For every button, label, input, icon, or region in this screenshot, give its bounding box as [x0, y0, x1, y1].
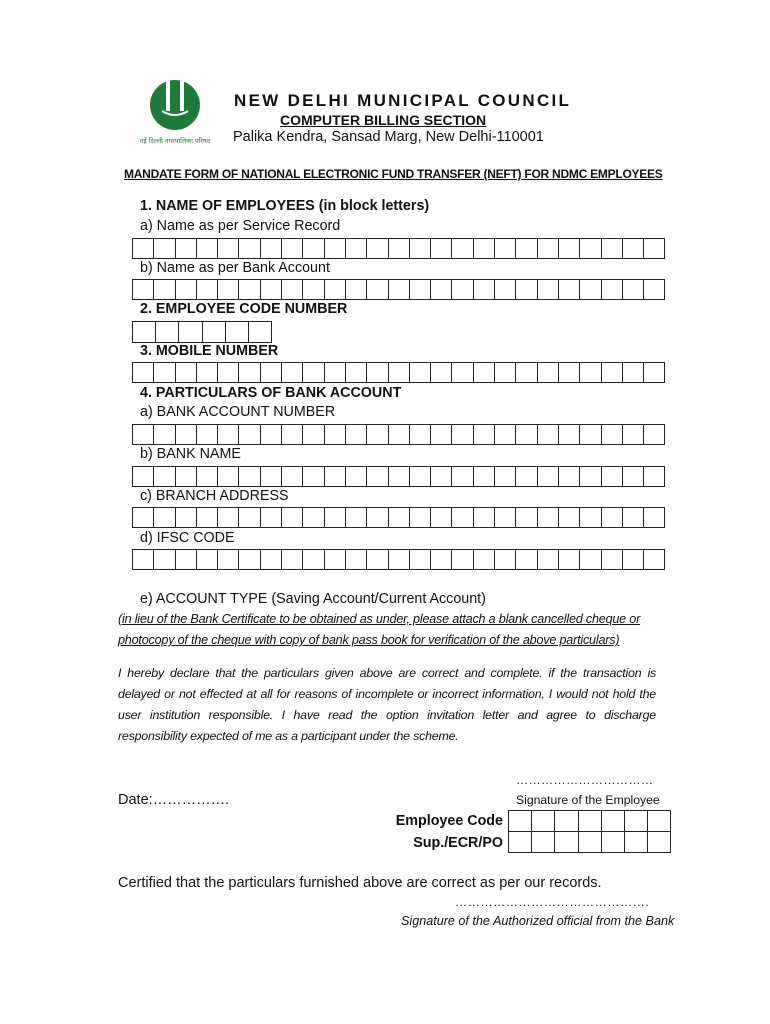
- input-box[interactable]: [197, 362, 218, 383]
- input-box[interactable]: [516, 279, 537, 300]
- input-box[interactable]: [282, 238, 303, 259]
- input-box[interactable]: [431, 466, 452, 487]
- org-address: Palika Kendra, Sansad Marg, New Delhi-110001: [233, 129, 544, 145]
- input-box[interactable]: [602, 466, 623, 487]
- input-box[interactable]: [325, 362, 346, 383]
- input-box[interactable]: [367, 362, 388, 383]
- input-box[interactable]: [580, 279, 601, 300]
- input-box[interactable]: [239, 507, 260, 528]
- input-box[interactable]: [474, 549, 495, 570]
- input-box[interactable]: [367, 507, 388, 528]
- input-box[interactable]: [602, 507, 623, 528]
- section-4-title: 4. PARTICULARS OF BANK ACCOUNT: [140, 385, 402, 401]
- sup-ecr-po-boxes[interactable]: [508, 831, 671, 853]
- input-box[interactable]: [532, 831, 555, 853]
- input-box[interactable]: [559, 362, 580, 383]
- input-box[interactable]: [218, 466, 239, 487]
- input-box[interactable]: [197, 466, 218, 487]
- input-box[interactable]: [495, 424, 516, 445]
- input-box[interactable]: [623, 238, 644, 259]
- input-box[interactable]: [282, 549, 303, 570]
- employee-code-signoff-boxes[interactable]: [508, 810, 671, 832]
- input-box[interactable]: [303, 466, 324, 487]
- input-box[interactable]: [367, 466, 388, 487]
- input-box[interactable]: [197, 238, 218, 259]
- account-type-label: e) ACCOUNT TYPE (Saving Account/Current Account): [140, 591, 486, 607]
- input-box[interactable]: [282, 362, 303, 383]
- input-box[interactable]: [226, 321, 249, 343]
- input-box[interactable]: [495, 507, 516, 528]
- input-box[interactable]: [516, 362, 537, 383]
- input-box[interactable]: [133, 466, 154, 487]
- input-box[interactable]: [325, 279, 346, 300]
- input-box[interactable]: [389, 279, 410, 300]
- input-box[interactable]: [602, 238, 623, 259]
- input-box[interactable]: [623, 507, 644, 528]
- input-box[interactable]: [389, 549, 410, 570]
- input-box[interactable]: [176, 362, 197, 383]
- input-box[interactable]: [282, 279, 303, 300]
- input-box[interactable]: [516, 238, 537, 259]
- input-box[interactable]: [580, 424, 601, 445]
- input-box[interactable]: [538, 466, 559, 487]
- input-box[interactable]: [346, 507, 367, 528]
- input-box[interactable]: [431, 362, 452, 383]
- input-box[interactable]: [579, 831, 602, 853]
- input-box[interactable]: [623, 549, 644, 570]
- input-box[interactable]: [516, 424, 537, 445]
- input-box[interactable]: [176, 507, 197, 528]
- input-box[interactable]: [602, 810, 625, 832]
- input-box[interactable]: [452, 238, 473, 259]
- input-box[interactable]: [559, 507, 580, 528]
- bank-account-name-label: b) Name as per Bank Account: [140, 260, 330, 276]
- input-box[interactable]: [133, 321, 156, 343]
- note-line-1: (in lieu of the Bank Certificate to be obtained as under, please attach a blank cancelled cheque or: [118, 612, 641, 626]
- input-box[interactable]: [410, 466, 431, 487]
- section-1-title: 1. NAME OF EMPLOYEES (in block letters): [140, 198, 430, 214]
- input-box[interactable]: [474, 279, 495, 300]
- input-box[interactable]: [346, 279, 367, 300]
- input-box[interactable]: [559, 279, 580, 300]
- input-box[interactable]: [410, 238, 431, 259]
- input-box[interactable]: [325, 238, 346, 259]
- input-box[interactable]: [410, 279, 431, 300]
- input-box[interactable]: [559, 424, 580, 445]
- input-box[interactable]: [516, 466, 537, 487]
- input-box[interactable]: [367, 424, 388, 445]
- logo-caption: नई दिल्ली नगरपालिका परिषद: [139, 137, 211, 145]
- input-box[interactable]: [176, 238, 197, 259]
- input-box[interactable]: [249, 321, 272, 343]
- input-box[interactable]: [133, 362, 154, 383]
- input-box[interactable]: [516, 507, 537, 528]
- employee-code-boxes[interactable]: [132, 321, 272, 343]
- input-box[interactable]: [625, 831, 648, 853]
- input-box[interactable]: [325, 424, 346, 445]
- input-box[interactable]: [389, 238, 410, 259]
- input-box[interactable]: [303, 549, 324, 570]
- ifsc-code-label: d) IFSC CODE: [140, 530, 235, 546]
- input-box[interactable]: [154, 362, 175, 383]
- certification-text: Certified that the particulars furnished above are correct as per our records.: [118, 875, 602, 891]
- input-box[interactable]: [452, 549, 473, 570]
- input-box[interactable]: [495, 549, 516, 570]
- input-box[interactable]: [580, 466, 601, 487]
- logo-abbrev: NDMC: [164, 122, 186, 129]
- input-box[interactable]: [367, 549, 388, 570]
- input-box[interactable]: [197, 279, 218, 300]
- service-record-name-boxes[interactable]: [132, 238, 665, 259]
- input-box[interactable]: [239, 238, 260, 259]
- employee-signature-line: ……………………………: [516, 773, 654, 787]
- org-name: NEW DELHI MUNICIPAL COUNCIL: [234, 91, 572, 110]
- input-box[interactable]: [197, 507, 218, 528]
- input-box[interactable]: [218, 549, 239, 570]
- input-box[interactable]: [179, 321, 202, 343]
- input-box[interactable]: [580, 362, 601, 383]
- input-box[interactable]: [474, 424, 495, 445]
- input-box[interactable]: [218, 424, 239, 445]
- declaration-text: I hereby declare that the particulars given above are correct and complete. if the transaction is delayed or not effected at all for reasons of incomplete or incorrect information, I would not hold the user institution responsible. I have read the option invitation letter and agree to discharge responsibility expected of me as a participant under the scheme.: [118, 666, 656, 743]
- input-box[interactable]: [133, 238, 154, 259]
- input-box[interactable]: [197, 549, 218, 570]
- input-box[interactable]: [389, 362, 410, 383]
- input-box[interactable]: [644, 238, 665, 259]
- input-box[interactable]: [559, 238, 580, 259]
- input-box[interactable]: [410, 507, 431, 528]
- input-box[interactable]: [261, 549, 282, 570]
- input-box[interactable]: [346, 466, 367, 487]
- input-box[interactable]: [623, 466, 644, 487]
- input-box[interactable]: [346, 549, 367, 570]
- input-box[interactable]: [431, 507, 452, 528]
- employee-code-label: Employee Code: [395, 813, 503, 829]
- ifsc-code-boxes[interactable]: [132, 549, 665, 570]
- note-line-2: photocopy of the cheque with copy of bank pass book for verification of the above particulars): [118, 633, 620, 647]
- input-box[interactable]: [176, 424, 197, 445]
- input-box[interactable]: [509, 810, 532, 832]
- input-box[interactable]: [239, 549, 260, 570]
- input-box[interactable]: [623, 279, 644, 300]
- input-box[interactable]: [602, 831, 625, 853]
- input-box[interactable]: [410, 424, 431, 445]
- service-record-name-label: a) Name as per Service Record: [140, 218, 341, 234]
- input-box[interactable]: [303, 279, 324, 300]
- input-box[interactable]: [154, 507, 175, 528]
- input-box[interactable]: [538, 238, 559, 259]
- branch-address-label: c) BRANCH ADDRESS: [140, 488, 289, 504]
- input-box[interactable]: [367, 238, 388, 259]
- input-box[interactable]: [176, 549, 197, 570]
- input-box[interactable]: [261, 238, 282, 259]
- input-box[interactable]: [431, 279, 452, 300]
- input-box[interactable]: [303, 362, 324, 383]
- input-box[interactable]: [538, 549, 559, 570]
- input-box[interactable]: [367, 279, 388, 300]
- input-box[interactable]: [538, 424, 559, 445]
- input-box[interactable]: [261, 507, 282, 528]
- bank-account-number-label: a) BANK ACCOUNT NUMBER: [140, 404, 336, 420]
- input-box[interactable]: [389, 424, 410, 445]
- input-box[interactable]: [218, 362, 239, 383]
- section-name: COMPUTER BILLING SECTION: [280, 112, 487, 128]
- input-box[interactable]: [648, 831, 671, 853]
- input-box[interactable]: [559, 466, 580, 487]
- bank-name-boxes[interactable]: [132, 466, 665, 487]
- input-box[interactable]: [509, 831, 532, 853]
- bank-account-number-boxes[interactable]: [132, 424, 665, 445]
- input-box[interactable]: [282, 507, 303, 528]
- input-box[interactable]: [495, 238, 516, 259]
- bank-account-name-boxes[interactable]: [132, 279, 665, 300]
- input-box[interactable]: [644, 549, 665, 570]
- input-box[interactable]: [389, 507, 410, 528]
- input-box[interactable]: [156, 321, 179, 343]
- input-box[interactable]: [197, 424, 218, 445]
- input-box[interactable]: [261, 466, 282, 487]
- input-box[interactable]: [474, 507, 495, 528]
- input-box[interactable]: [431, 238, 452, 259]
- input-box[interactable]: [346, 238, 367, 259]
- input-box[interactable]: [644, 424, 665, 445]
- input-box[interactable]: [644, 466, 665, 487]
- ndmc-logo: [138, 75, 212, 149]
- input-box[interactable]: [261, 279, 282, 300]
- input-box[interactable]: [623, 362, 644, 383]
- date-field[interactable]: Date:…………….: [118, 792, 230, 808]
- input-box[interactable]: [602, 424, 623, 445]
- input-box[interactable]: [474, 466, 495, 487]
- input-box[interactable]: [239, 279, 260, 300]
- input-box[interactable]: [644, 362, 665, 383]
- input-box[interactable]: [495, 466, 516, 487]
- input-box[interactable]: [203, 321, 226, 343]
- input-box[interactable]: [555, 831, 578, 853]
- mobile-number-boxes[interactable]: [132, 362, 665, 383]
- input-box[interactable]: [602, 362, 623, 383]
- input-box[interactable]: [303, 424, 324, 445]
- input-box[interactable]: [176, 466, 197, 487]
- bank-signature-line: ……………………………………….: [455, 895, 650, 909]
- input-box[interactable]: [261, 362, 282, 383]
- input-box[interactable]: [239, 424, 260, 445]
- input-box[interactable]: [154, 424, 175, 445]
- input-box[interactable]: [495, 279, 516, 300]
- input-box[interactable]: [218, 238, 239, 259]
- section-3-title: 3. MOBILE NUMBER: [140, 343, 279, 359]
- section-2-title: 2. EMPLOYEE CODE NUMBER: [140, 301, 348, 317]
- branch-address-boxes[interactable]: [132, 507, 665, 528]
- input-box[interactable]: [538, 279, 559, 300]
- input-box[interactable]: [602, 279, 623, 300]
- input-box[interactable]: [602, 549, 623, 570]
- input-box[interactable]: [303, 507, 324, 528]
- input-box[interactable]: [580, 238, 601, 259]
- input-box[interactable]: [133, 279, 154, 300]
- input-box[interactable]: [133, 549, 154, 570]
- input-box[interactable]: [516, 549, 537, 570]
- input-box[interactable]: [325, 507, 346, 528]
- input-box[interactable]: [303, 238, 324, 259]
- input-box[interactable]: [218, 507, 239, 528]
- input-box[interactable]: [452, 507, 473, 528]
- form-title: MANDATE FORM OF NATIONAL ELECTRONIC FUND TRANSFER (NEFT) FOR NDMC EMPLOYEES: [124, 167, 663, 181]
- input-box[interactable]: [410, 362, 431, 383]
- bank-signature-label: Signature of the Authorized official from the Bank: [401, 914, 675, 928]
- input-box[interactable]: [474, 238, 495, 259]
- input-box[interactable]: [452, 424, 473, 445]
- input-box[interactable]: [580, 549, 601, 570]
- input-box[interactable]: [431, 424, 452, 445]
- input-box[interactable]: [532, 810, 555, 832]
- input-box[interactable]: [239, 466, 260, 487]
- input-box[interactable]: [452, 362, 473, 383]
- input-box[interactable]: [579, 810, 602, 832]
- input-box[interactable]: [133, 507, 154, 528]
- input-box[interactable]: [644, 279, 665, 300]
- input-box[interactable]: [625, 810, 648, 832]
- input-box[interactable]: [346, 362, 367, 383]
- input-box[interactable]: [261, 424, 282, 445]
- input-box[interactable]: [133, 424, 154, 445]
- input-box[interactable]: [474, 362, 495, 383]
- input-box[interactable]: [218, 279, 239, 300]
- input-box[interactable]: [648, 810, 671, 832]
- input-box[interactable]: [495, 362, 516, 383]
- input-box[interactable]: [325, 549, 346, 570]
- input-box[interactable]: [410, 549, 431, 570]
- input-box[interactable]: [389, 466, 410, 487]
- input-box[interactable]: [282, 424, 303, 445]
- sup-ecr-po-label: Sup./ECR/PO: [413, 835, 503, 851]
- input-box[interactable]: [239, 362, 260, 383]
- input-box[interactable]: [346, 424, 367, 445]
- input-box[interactable]: [538, 507, 559, 528]
- input-box[interactable]: [176, 279, 197, 300]
- input-box[interactable]: [154, 238, 175, 259]
- bank-name-label: b) BANK NAME: [140, 446, 241, 462]
- input-box[interactable]: [644, 507, 665, 528]
- input-box[interactable]: [325, 466, 346, 487]
- input-box[interactable]: [452, 466, 473, 487]
- input-box[interactable]: [154, 279, 175, 300]
- input-box[interactable]: [538, 362, 559, 383]
- input-box[interactable]: [580, 507, 601, 528]
- input-box[interactable]: [431, 549, 452, 570]
- employee-signature-label: Signature of the Employee: [516, 793, 660, 807]
- input-box[interactable]: [555, 810, 578, 832]
- input-box[interactable]: [282, 466, 303, 487]
- input-box[interactable]: [452, 279, 473, 300]
- input-box[interactable]: [154, 549, 175, 570]
- input-box[interactable]: [623, 424, 644, 445]
- input-box[interactable]: [154, 466, 175, 487]
- input-box[interactable]: [559, 549, 580, 570]
